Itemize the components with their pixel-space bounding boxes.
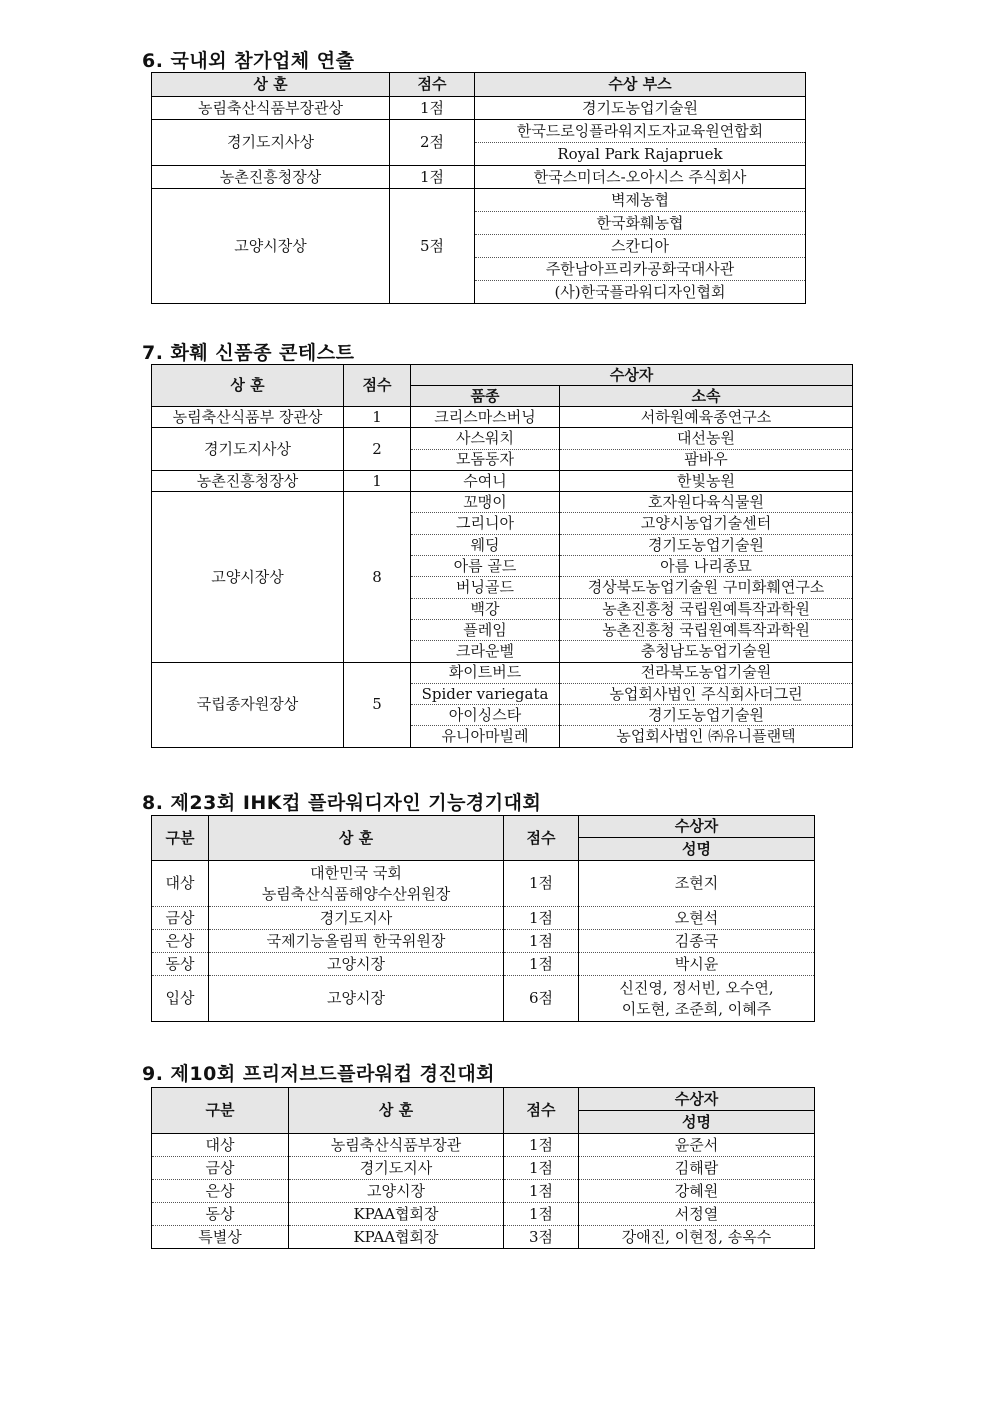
header-winner: 수상자 (579, 1088, 815, 1111)
org-cell: 농촌진흥청 국립원예특작과학원 (560, 619, 853, 640)
org-cell: 농업회사법인 주식회사더그린 (560, 683, 853, 704)
variety-cell: 웨딩 (411, 534, 560, 555)
name-cell (579, 861, 815, 907)
org-cell: 대선농원 (560, 428, 853, 449)
header-award: 상 훈 (152, 365, 344, 407)
table-row (152, 120, 806, 143)
variety-cell: 버닝골드 (411, 577, 560, 598)
booth-cell: 스칸디아 (475, 235, 806, 258)
score-cell: 1 (344, 470, 411, 491)
header-winner: 수상자 (579, 816, 815, 838)
score-cell: 1점 (504, 1180, 579, 1203)
table-row (152, 907, 815, 930)
table-row (152, 930, 815, 953)
category-cell: 입상 (152, 976, 209, 1022)
score-cell: 1점 (504, 861, 579, 907)
header-score: 점수 (344, 365, 411, 407)
section-8-title: 8. 제23회 IHK컵 플라워디자인 기능경기대회 (142, 792, 542, 814)
table-row (152, 428, 853, 449)
variety-cell: 수여니 (411, 470, 560, 491)
table-row (152, 976, 815, 1022)
score-cell: 1점 (504, 1134, 579, 1157)
award-cell: 농림축산식품부장관 (289, 1134, 504, 1157)
preserved-flower-cup-table (151, 1087, 815, 1249)
org-cell: 호자원다육식물원 (560, 492, 853, 513)
name-cell: 강혜원 (579, 1180, 815, 1203)
variety-cell: 백강 (411, 598, 560, 619)
score-cell: 6점 (504, 976, 579, 1022)
award-cell (209, 953, 504, 976)
variety-cell: Spider variegata (411, 683, 560, 704)
name-cell: 윤준서 (579, 1134, 815, 1157)
category-cell: 은상 (152, 930, 209, 953)
name-cell (579, 930, 815, 953)
category-cell: 대상 (152, 861, 209, 907)
booth-cell: 주한남아프리카공화국대사관 (475, 258, 806, 281)
award-line: 고양시장 (327, 954, 385, 973)
score-cell: 1점 (390, 97, 475, 120)
score-cell: 8 (344, 492, 411, 662)
org-cell: 농업회사법인 ㈜유니플랜텍 (560, 726, 853, 747)
name-cell (579, 976, 815, 1022)
table-row (152, 662, 853, 683)
variety-cell: 화이트버드 (411, 662, 560, 683)
name-cell (579, 907, 815, 930)
award-cell: 경기도지사 (289, 1157, 504, 1180)
header-score: 점수 (504, 1088, 579, 1134)
variety-cell: 모돔동자 (411, 449, 560, 470)
table-row (152, 953, 815, 976)
table-row (152, 166, 806, 189)
ihk-cup-table (151, 815, 815, 1022)
table-row (152, 189, 806, 212)
variety-cell: 꼬맹이 (411, 492, 560, 513)
booth-cell: (사)한국플라워디자인협회 (475, 281, 806, 304)
award-cell: 고양시장 (289, 1180, 504, 1203)
score-cell: 2 (344, 428, 411, 471)
variety-cell: 사스워치 (411, 428, 560, 449)
award-cell: 농촌진흥청장상 (152, 470, 344, 491)
award-cell: KPAA협회장 (289, 1226, 504, 1249)
org-cell: 팜바우 (560, 449, 853, 470)
org-cell: 아름 나리종묘 (560, 556, 853, 577)
name-line: 조현지 (674, 874, 719, 893)
booth-cell: Royal Park Rajapruek (475, 143, 806, 166)
category-cell: 동상 (152, 953, 209, 976)
name-line: 오현석 (674, 908, 719, 927)
award-cell (209, 861, 504, 907)
variety-cell: 그리니아 (411, 513, 560, 534)
org-cell: 경기도농업기술원 (560, 534, 853, 555)
award-cell: KPAA협회장 (289, 1203, 504, 1226)
variety-cell: 크리스마스버닝 (411, 407, 560, 428)
header-variety: 품종 (411, 386, 560, 407)
org-cell: 한빛농원 (560, 470, 853, 491)
award-line: 농림축산식품해양수산위원장 (261, 884, 451, 903)
booth-cell: 한국드로잉플라워지도자교육원연합회 (475, 120, 806, 143)
award-cell: 농촌진흥청장상 (152, 166, 390, 189)
header-category: 구분 (152, 816, 209, 861)
name-line: 이도현, 조준희, 이혜주 (621, 999, 772, 1018)
score-cell: 3점 (504, 1226, 579, 1249)
name-cell: 김해람 (579, 1157, 815, 1180)
category-cell: 금상 (152, 1157, 289, 1180)
table-row (152, 97, 806, 120)
score-cell: 5 (344, 662, 411, 747)
name-line: 김종국 (674, 931, 719, 950)
name-cell (579, 953, 815, 976)
score-cell: 2점 (390, 120, 475, 166)
variety-cell: 유니아마빌레 (411, 726, 560, 747)
section-9-title: 9. 제10회 프리저브드플라워컵 경진대회 (142, 1063, 496, 1085)
category-cell: 금상 (152, 907, 209, 930)
header-category: 구분 (152, 1088, 289, 1134)
award-cell: 국립종자원장상 (152, 662, 344, 747)
org-cell: 고양시농업기술센터 (560, 513, 853, 534)
booth-cell: 벽제농협 (475, 189, 806, 212)
award-cell: 경기도지사상 (152, 428, 344, 471)
award-cell (209, 907, 504, 930)
org-cell: 농촌진흥청 국립원예특작과학원 (560, 598, 853, 619)
header-name: 성명 (579, 838, 815, 861)
score-cell: 1점 (504, 907, 579, 930)
variety-cell: 플레임 (411, 619, 560, 640)
category-cell: 특별상 (152, 1226, 289, 1249)
award-cell (209, 976, 504, 1022)
score-cell: 1 (344, 407, 411, 428)
header-award: 상 훈 (289, 1088, 504, 1134)
booth-cell: 한국스미더스-오아시스 주식회사 (475, 166, 806, 189)
score-cell: 1점 (504, 1157, 579, 1180)
header-award: 상 훈 (209, 816, 504, 861)
booth-cell: 경기도농업기술원 (475, 97, 806, 120)
variety-cell: 아름 골드 (411, 556, 560, 577)
score-cell: 1점 (504, 930, 579, 953)
score-cell: 1점 (504, 1203, 579, 1226)
header-award: 상 훈 (152, 73, 390, 97)
name-cell: 서정열 (579, 1203, 815, 1226)
score-cell: 5점 (390, 189, 475, 304)
table-row (152, 470, 853, 491)
table-row (152, 1180, 815, 1203)
table-row (152, 1157, 815, 1180)
award-line: 대한민국 국회 (310, 864, 402, 883)
section-6-title: 6. 국내외 참가업체 연출 (142, 50, 355, 72)
table-row (152, 861, 815, 907)
table-row (152, 407, 853, 428)
table-row (152, 1134, 815, 1157)
org-cell: 경상북도농업기술원 구미화훼연구소 (560, 577, 853, 598)
score-cell: 1점 (504, 953, 579, 976)
header-score: 점수 (390, 73, 475, 97)
header-org: 소속 (560, 386, 853, 407)
award-line: 국제기능올림픽 한국위원장 (266, 931, 446, 950)
award-cell: 경기도지사상 (152, 120, 390, 166)
new-variety-contest-table (151, 364, 853, 748)
org-cell: 전라북도농업기술원 (560, 662, 853, 683)
variety-cell: 크라운벨 (411, 641, 560, 662)
award-cell: 고양시장상 (152, 189, 390, 304)
table-row (152, 1226, 815, 1249)
category-cell: 은상 (152, 1180, 289, 1203)
score-cell: 1점 (390, 166, 475, 189)
org-cell: 충청남도농업기술원 (560, 641, 853, 662)
variety-cell: 아이싱스타 (411, 705, 560, 726)
section-7-title: 7. 화훼 신품종 콘테스트 (142, 342, 355, 364)
category-cell: 대상 (152, 1134, 289, 1157)
name-cell: 강애진, 이현정, 송옥수 (579, 1226, 815, 1249)
table-row (152, 492, 853, 513)
award-cell (209, 930, 504, 953)
award-cell: 농림축산식품부장관상 (152, 97, 390, 120)
header-booth: 수상 부스 (475, 73, 806, 97)
table-row (152, 1203, 815, 1226)
award-line: 경기도지사 (319, 908, 393, 927)
org-cell: 경기도농업기술원 (560, 705, 853, 726)
award-cell: 농림축산식품부 장관상 (152, 407, 344, 428)
name-line: 신진영, 정서빈, 오수연, (619, 979, 774, 998)
category-cell: 동상 (152, 1203, 289, 1226)
org-cell: 서하원예육종연구소 (560, 407, 853, 428)
header-score: 점수 (504, 816, 579, 861)
header-winner: 수상자 (411, 365, 853, 386)
award-line: 고양시장 (327, 989, 385, 1008)
award-cell: 고양시장상 (152, 492, 344, 662)
booth-awards-table (151, 72, 806, 304)
header-name: 성명 (579, 1111, 815, 1134)
name-line: 박시윤 (674, 954, 719, 973)
booth-cell: 한국화훼농협 (475, 212, 806, 235)
